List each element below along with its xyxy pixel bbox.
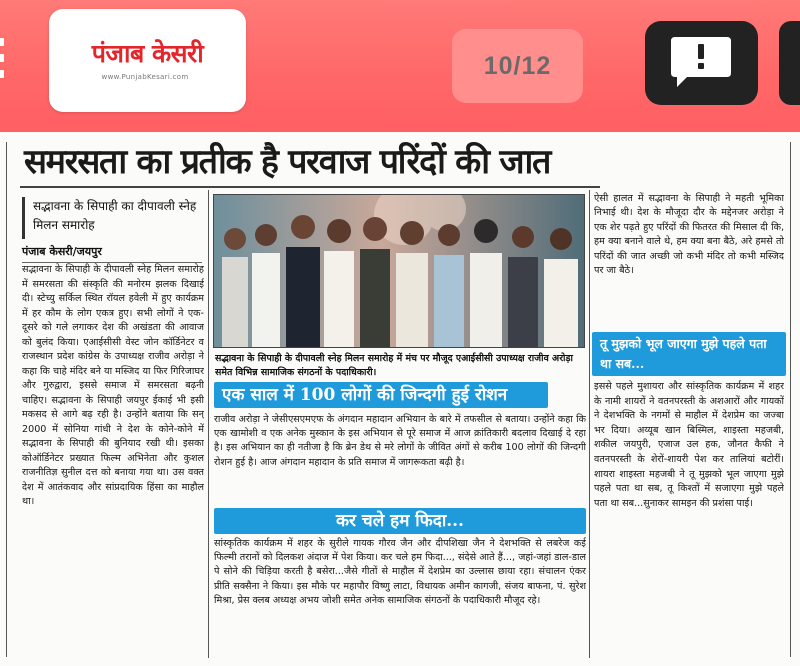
hamburger-icon[interactable] — [0, 38, 8, 78]
comment-button[interactable] — [645, 21, 758, 105]
page-counter: 10/12 — [452, 29, 583, 103]
section-heading-3: तू मुझको भूल जाएगा मुझे पहले पता था सब... — [592, 332, 786, 376]
event-photo-image — [214, 195, 585, 348]
column-divider — [6, 142, 7, 657]
logo[interactable] — [49, 9, 246, 112]
column-divider — [589, 190, 590, 658]
column-divider — [208, 190, 209, 658]
app-header — [0, 0, 800, 132]
section-heading-2: कर चले हम फिदा... — [214, 508, 586, 534]
article-column-3-bottom: इससे पहले मुशायरा और सांस्कृतिक कार्यक्रम में शहर के नामी शायरों ने वतनपरस्ती के अशआरों और गायकों ने देशभक्ति के नगमों से माहौल में देशप्रेम का जज्बा भर दिया। अय्यूब खान बिस्मिल, शाइस्ता महजबी, शकील जयपुरी, एजाज उल हक, जौनत कैफी ने वतनपरस्ती के शेरों-शायरी पेश कर तालियां बटोरीं। शायरा शाइस्ता महजबी ने तू मुझको भूल जाएगा मुझे पहले पता था सब, तू किश्तों में सजाएगा मुझे पहले पता था सब...सुनाकर सामइन की प्रशंसा पाई। — [594, 381, 784, 509]
article-headline: समरसता का प्रतीक है परवाज परिंदों की जात — [24, 142, 551, 182]
section-1-text: राजीव अरोड़ा ने जेसीएसएमएफ के अंगदान महादान अभियान के बारे में तफसील से बताया। उन्होंने कहा कि एक खामोशी व एक अनेक मुस्कान के इस अभियान से पूरे समाज में आज क्रांतिकारी बदलाव दिखाई दे रहा है। इस अभियान का ही नतीजा है कि ब्रेन डेथ से मरे लोगों के जीवित अंगों से करीब 100 लोगों की जिन्दगी रोशन हुई है। आज अंगदान महादान के प्रति समाज में जागरूकता बढ़ी है। — [214, 414, 586, 468]
article-byline: पंजाब केसरी/जयपुर — [22, 244, 202, 263]
column-divider — [790, 142, 791, 657]
article-subheading: सद्भावना के सिपाही का दीपावली स्नेह मिलन समारोह — [22, 197, 202, 239]
comment-alert-icon — [669, 35, 733, 91]
headline-divider — [20, 186, 600, 188]
article-column-1: सद्भावना के सिपाही के दीपावली स्नेह मिलन समारोह में समरसता की संस्कृति की मनोरम झलक दिखाई दी। स्टेच्यु सर्किल स्थित रॉयल हवेली में हुए कार्यक्रम में हर कौम के लोग एकत्र हुए। सभी लोगों ने एक-दूसरे को गले लगाकर देश की अखंडता की आवाज को बुलंद किया। एआईसीसी वेस्ट जोन कॉर्डिनेटर व राजस्थान प्रदेश कांग्रेस के उपाध्यक्ष राजीव अरोड़ा ने कहा कि चाहे मंदिर बने या मस्जिद या फिर गिरिजाघर और गुरुद्वारा, इससे समाज में समरसता बढ़नी चाहिए। सद्भावना के सिपाही जयपुर ईकाई भी इसी मकसद से आगे बढ़ रही है। उन्होंने बताया कि सन् 2000 में सोनिया गांधी ने देश के कोने-कोने में सद्भावना के सिपाही की बुनियाद रखी थी। इसका कोऑर्डिनेटर प्रख्यात फिल्म अभिनेता और कुशल राजनीतिज्ञ सुनील दत्त को बनाया गया था। उस वक्त देश में आतंकवाद और सांप्रदायिक हिंसा का माहौल था। — [22, 264, 204, 507]
logo-url: www.PunjabKesari.com — [101, 73, 189, 81]
section-heading-1: एक साल में 100 लोगों की जिन्दगी हुई रोशन — [214, 382, 548, 408]
more-button[interactable] — [779, 21, 800, 105]
logo-text: पंजाब केसरी — [91, 39, 204, 68]
event-photo — [213, 194, 585, 348]
photo-caption: सद्भावना के सिपाही के दीपावली स्नेह मिलन समारोह में मंच पर मौजूद एआईसीसी उपाध्यक्ष राजीव अरोड़ा समेत विभिन्न सामाजिक संगठनों के पदाधिकारी। — [215, 353, 573, 378]
section-2-text: सांस्कृतिक कार्यक्रम में शहर के सुरीले गायक गौरव जैन और दीपशिखा जैन ने देशभक्ति से लबरेज कई फिल्मी तरानों को दिलकश अंदाज में पेश किया। कर चले हम फिदा..., संदेसे आते हैं..., जहां-जहां डाल-डाल पे सोने की चिड़िया करती है बसेरा...जैसे गीतों से माहौल में देशप्रेम का उल्लास छाया रहा। संचालन एंकर प्रीति सक्सैना ने किया। इस मौके पर महापौर विष्णु लाटा, विधायक अमीन कागजी, संजय बाफना, पं. सुरेश मिश्रा, प्रेस क्लब अध्यक्ष अभय जोशी समेत अनेक सामाजिक संगठनों के पदाधिकारी मौजूद रहे। — [214, 538, 586, 606]
article-column-3-top: ऐसी हालत में सद्भावना के सिपाही ने महती भूमिका निभाई थी। देश के मौजूदा दौर के मद्देनजर अरोड़ा ने एक शेर पढ़ते हुए परिंदों की फितरत की मिसाल दी कि, हम क्या बनाने वाले थे, हम क्या बना बैठे, अरे हमसे तो परिंदों की जात अच्छी जो कभी मंदिर तो कभी मस्जिद पर जा बैठे। — [594, 193, 784, 277]
